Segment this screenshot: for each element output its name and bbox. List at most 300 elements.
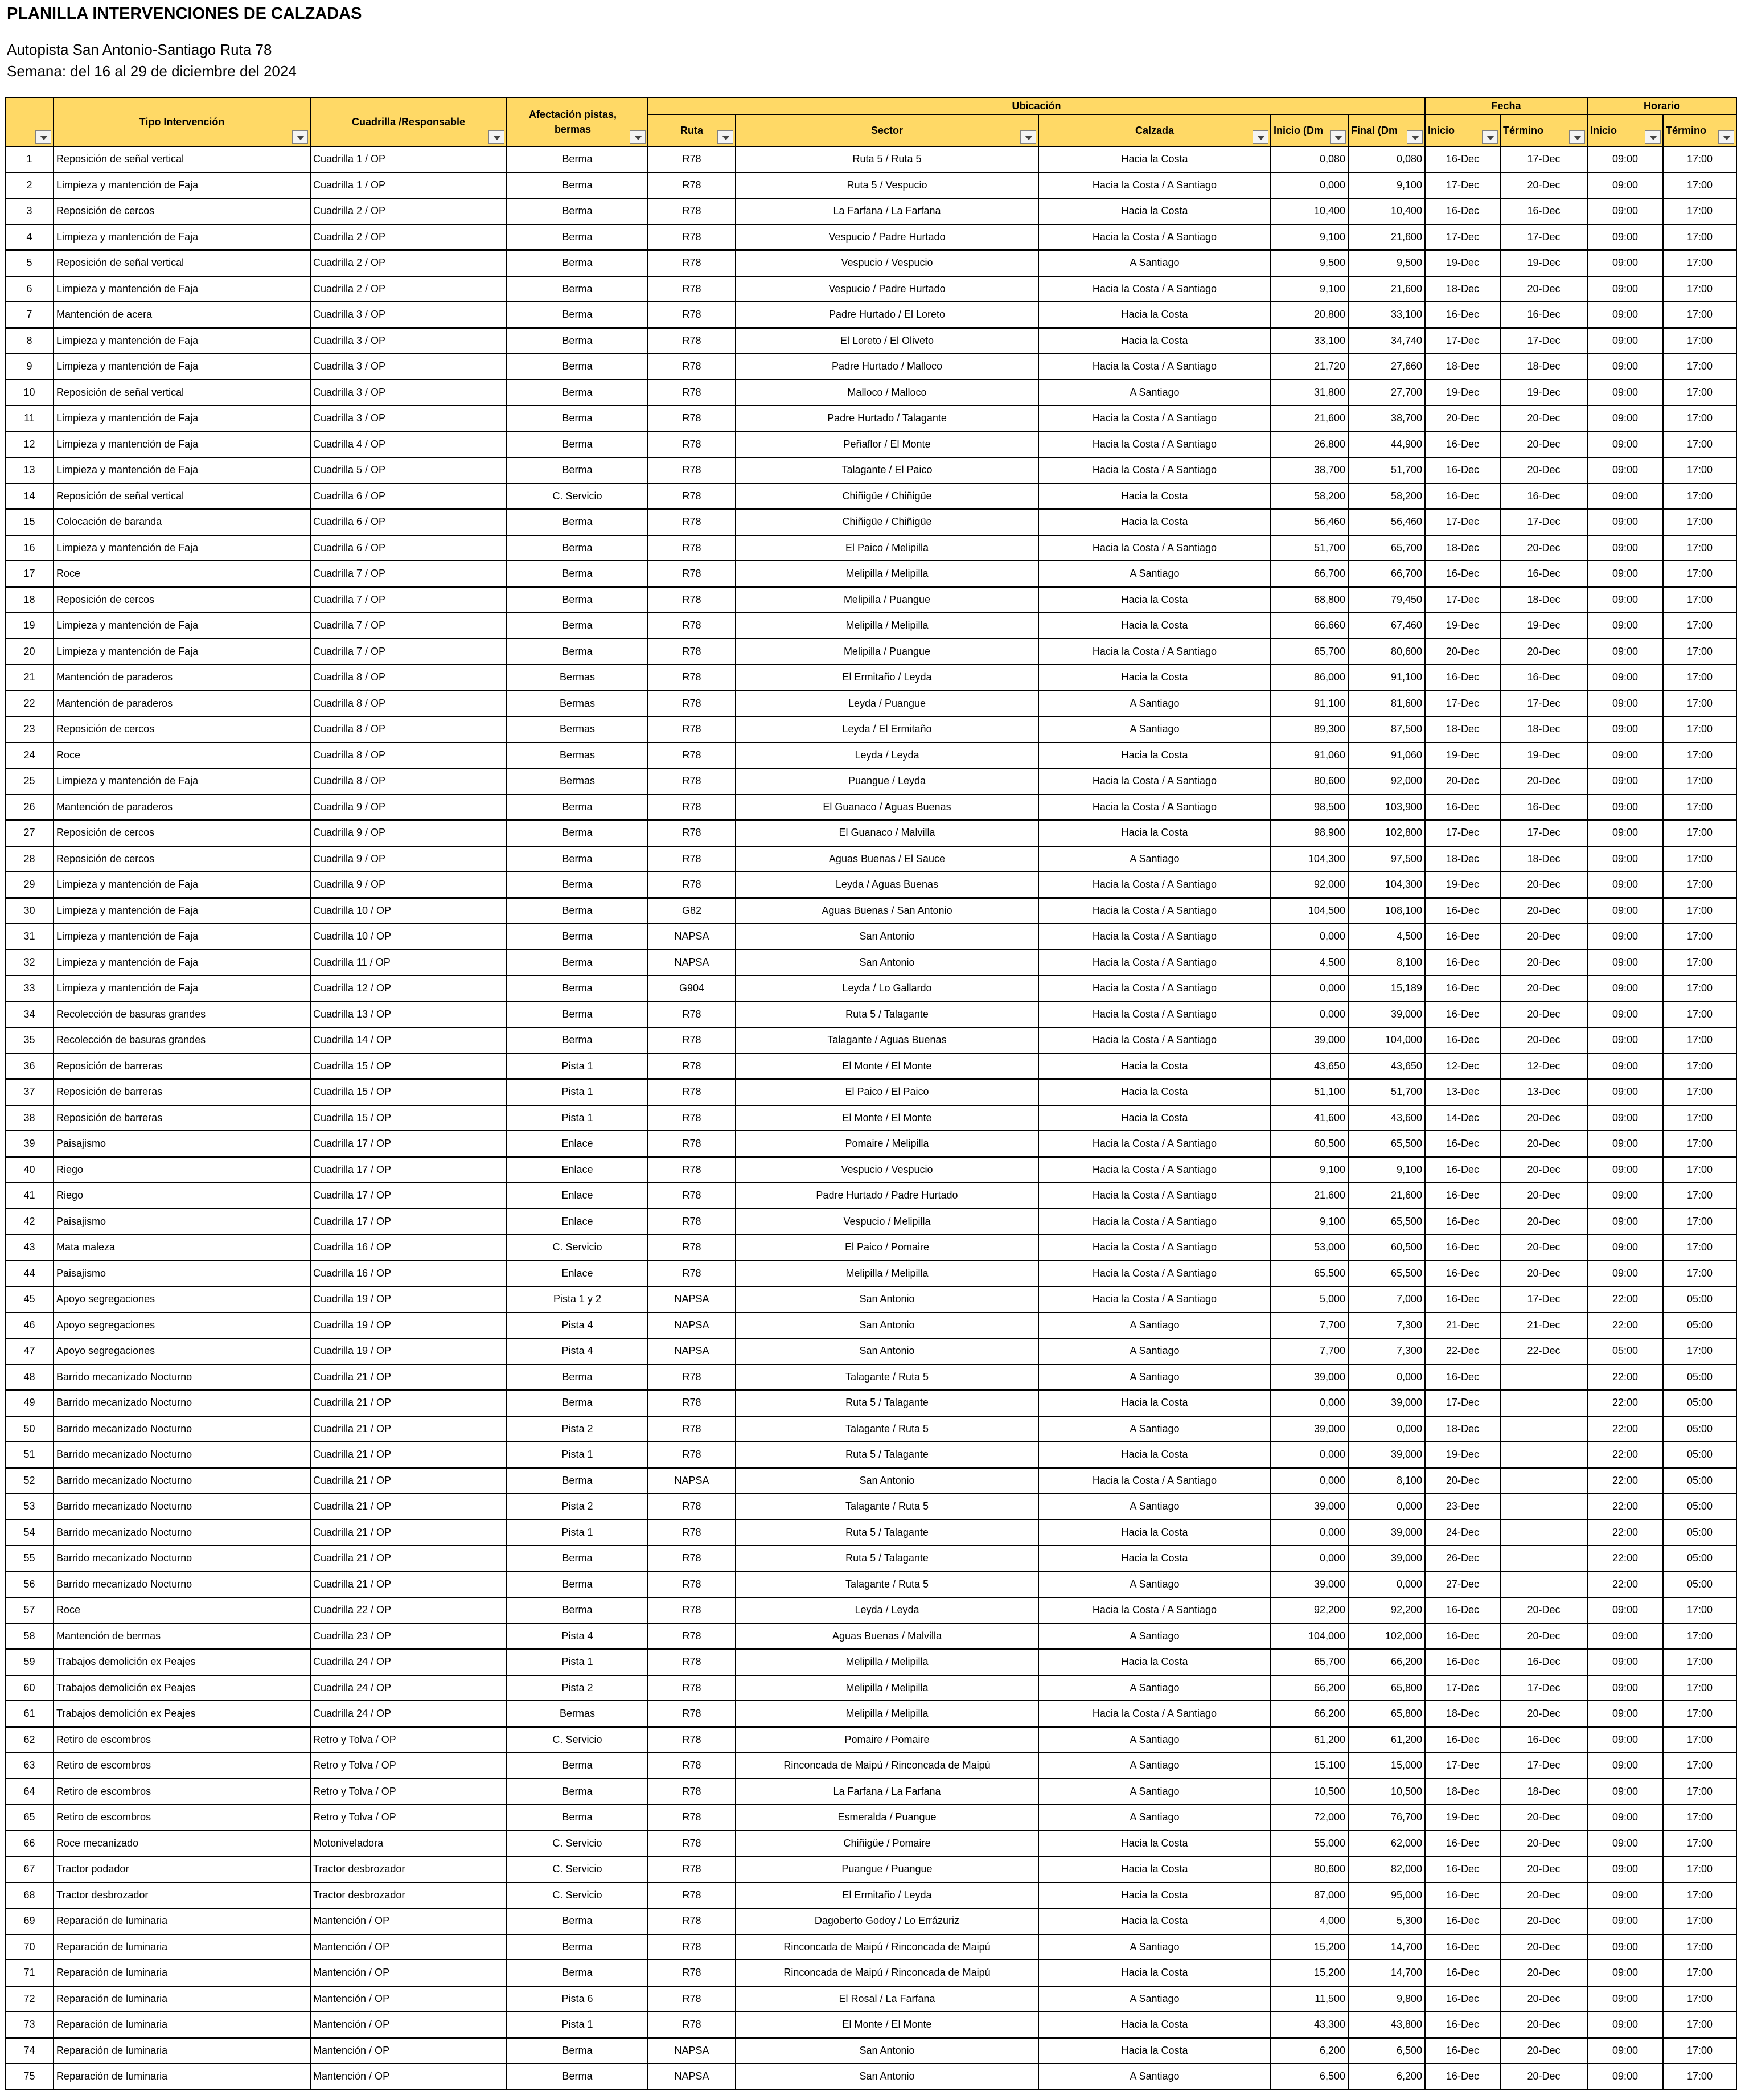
cell-inicio-dm[interactable]: 65,700 [1271, 639, 1348, 665]
cell-cuadrilla[interactable]: Cuadrilla 15 / OP [310, 1079, 507, 1105]
cell-inicio-dm[interactable]: 6,200 [1271, 2038, 1348, 2064]
cell-tipo[interactable]: Mantención de paraderos [54, 665, 310, 691]
cell-calzada[interactable]: Hacia la Costa / A Santiago [1038, 639, 1271, 665]
cell-fecha-termino[interactable]: 20-Dec [1500, 2038, 1587, 2064]
cell-hora-termino[interactable]: 17:00 [1663, 1131, 1736, 1157]
cell-fecha-inicio[interactable]: 20-Dec [1425, 1468, 1500, 1494]
cell-fecha-inicio[interactable]: 16-Dec [1425, 794, 1500, 821]
cell-fecha-inicio[interactable]: 22-Dec [1425, 1338, 1500, 1364]
cell-final-dm[interactable]: 39,000 [1348, 1442, 1425, 1468]
cell-ruta[interactable]: R78 [648, 432, 736, 458]
cell-ruta[interactable]: R78 [648, 716, 736, 743]
cell-hora-termino[interactable]: 17:00 [1663, 354, 1736, 380]
cell-final-dm[interactable]: 102,800 [1348, 820, 1425, 846]
cell-cuadrilla[interactable]: Mantención / OP [310, 2064, 507, 2090]
cell-num[interactable]: 26 [5, 794, 54, 821]
cell-cuadrilla[interactable]: Cuadrilla 10 / OP [310, 924, 507, 950]
cell-afectacion[interactable]: Enlace [507, 1131, 648, 1157]
cell-inicio-dm[interactable]: 66,700 [1271, 561, 1348, 587]
cell-calzada[interactable]: Hacia la Costa / A Santiago [1038, 794, 1271, 821]
cell-ruta[interactable]: R78 [648, 1701, 736, 1727]
cell-final-dm[interactable]: 81,600 [1348, 691, 1425, 717]
cell-tipo[interactable]: Limpieza y mantención de Faja [54, 354, 310, 380]
cell-calzada[interactable]: A Santiago [1038, 561, 1271, 587]
cell-fecha-inicio[interactable]: 19-Dec [1425, 1442, 1500, 1468]
cell-hora-termino[interactable]: 17:00 [1663, 613, 1736, 639]
cell-fecha-termino[interactable]: 20-Dec [1500, 1027, 1587, 1053]
cell-fecha-termino[interactable]: 16-Dec [1500, 665, 1587, 691]
cell-afectacion[interactable]: Berma [507, 250, 648, 276]
cell-inicio-dm[interactable]: 41,600 [1271, 1105, 1348, 1131]
cell-tipo[interactable]: Apoyo segregaciones [54, 1338, 310, 1364]
cell-ruta[interactable]: R78 [648, 1053, 736, 1080]
cell-hora-termino[interactable]: 17:00 [1663, 587, 1736, 613]
cell-sector[interactable]: Leyda / Leyda [736, 743, 1038, 769]
cell-inicio-dm[interactable]: 21,720 [1271, 354, 1348, 380]
cell-hora-termino[interactable]: 05:00 [1663, 1390, 1736, 1416]
cell-calzada[interactable]: Hacia la Costa / A Santiago [1038, 432, 1271, 458]
cell-tipo[interactable]: Reposición de señal vertical [54, 146, 310, 173]
cell-afectacion[interactable]: Bermas [507, 768, 648, 794]
cell-final-dm[interactable]: 65,800 [1348, 1701, 1425, 1727]
cell-inicio-dm[interactable]: 86,000 [1271, 665, 1348, 691]
cell-cuadrilla[interactable]: Cuadrilla 7 / OP [310, 587, 507, 613]
cell-tipo[interactable]: Roce [54, 561, 310, 587]
cell-ruta[interactable]: NAPSA [648, 2038, 736, 2064]
cell-tipo[interactable]: Retiro de escombros [54, 1804, 310, 1831]
cell-fecha-inicio[interactable]: 16-Dec [1425, 1882, 1500, 1909]
cell-final-dm[interactable]: 21,600 [1348, 224, 1425, 251]
cell-fecha-inicio[interactable]: 18-Dec [1425, 846, 1500, 872]
cell-hora-inicio[interactable]: 09:00 [1587, 872, 1663, 898]
filter-dropdown-icon[interactable] [1482, 130, 1498, 144]
cell-ruta[interactable]: NAPSA [648, 924, 736, 950]
cell-tipo[interactable]: Retiro de escombros [54, 1753, 310, 1779]
cell-ruta[interactable]: R78 [648, 198, 736, 224]
cell-afectacion[interactable]: Pista 4 [507, 1623, 648, 1650]
filter-dropdown-icon[interactable] [1407, 130, 1423, 144]
cell-calzada[interactable]: Hacia la Costa [1038, 1831, 1271, 1857]
cell-hora-inicio[interactable]: 09:00 [1587, 1882, 1663, 1909]
cell-hora-termino[interactable]: 17:00 [1663, 1053, 1736, 1080]
cell-hora-inicio[interactable]: 09:00 [1587, 1856, 1663, 1882]
cell-inicio-dm[interactable]: 58,200 [1271, 483, 1348, 510]
cell-final-dm[interactable]: 8,100 [1348, 950, 1425, 976]
cell-sector[interactable]: Melipilla / Melipilla [736, 1675, 1038, 1701]
cell-num[interactable]: 36 [5, 1053, 54, 1080]
cell-hora-termino[interactable]: 17:00 [1663, 1675, 1736, 1701]
cell-ruta[interactable]: NAPSA [648, 1468, 736, 1494]
cell-final-dm[interactable]: 65,500 [1348, 1131, 1425, 1157]
cell-inicio-dm[interactable]: 21,600 [1271, 405, 1348, 432]
cell-afectacion[interactable]: Berma [507, 1597, 648, 1623]
cell-num[interactable]: 37 [5, 1079, 54, 1105]
cell-hora-termino[interactable]: 05:00 [1663, 1312, 1736, 1339]
cell-num[interactable]: 16 [5, 535, 54, 561]
cell-calzada[interactable]: Hacia la Costa [1038, 146, 1271, 173]
cell-fecha-inicio[interactable]: 18-Dec [1425, 716, 1500, 743]
cell-afectacion[interactable]: Berma [507, 1364, 648, 1391]
cell-hora-termino[interactable]: 17:00 [1663, 924, 1736, 950]
cell-fecha-inicio[interactable]: 13-Dec [1425, 1079, 1500, 1105]
cell-inicio-dm[interactable]: 9,100 [1271, 224, 1348, 251]
cell-afectacion[interactable]: Berma [507, 1545, 648, 1572]
cell-final-dm[interactable]: 39,000 [1348, 1390, 1425, 1416]
cell-tipo[interactable]: Limpieza y mantención de Faja [54, 768, 310, 794]
cell-num[interactable]: 66 [5, 1831, 54, 1857]
cell-final-dm[interactable]: 9,100 [1348, 173, 1425, 199]
cell-fecha-termino[interactable]: 20-Dec [1500, 1960, 1587, 1986]
cell-hora-termino[interactable]: 17:00 [1663, 1908, 1736, 1934]
cell-cuadrilla[interactable]: Cuadrilla 8 / OP [310, 768, 507, 794]
cell-calzada[interactable]: Hacia la Costa [1038, 483, 1271, 510]
cell-afectacion[interactable]: Berma [507, 198, 648, 224]
cell-afectacion[interactable]: Pista 1 [507, 1053, 648, 1080]
cell-inicio-dm[interactable]: 98,500 [1271, 794, 1348, 821]
cell-hora-inicio[interactable]: 09:00 [1587, 380, 1663, 406]
cell-fecha-inicio[interactable]: 16-Dec [1425, 561, 1500, 587]
cell-calzada[interactable]: Hacia la Costa / A Santiago [1038, 224, 1271, 251]
cell-hora-inicio[interactable]: 09:00 [1587, 1831, 1663, 1857]
cell-hora-termino[interactable]: 17:00 [1663, 1338, 1736, 1364]
cell-hora-termino[interactable]: 17:00 [1663, 1157, 1736, 1183]
cell-hora-termino[interactable]: 17:00 [1663, 1753, 1736, 1779]
cell-fecha-inicio[interactable]: 16-Dec [1425, 1856, 1500, 1882]
cell-sector[interactable]: Aguas Buenas / Malvilla [736, 1623, 1038, 1650]
cell-tipo[interactable]: Barrido mecanizado Nocturno [54, 1364, 310, 1391]
cell-afectacion[interactable]: C. Servicio [507, 1727, 648, 1753]
cell-num[interactable]: 39 [5, 1131, 54, 1157]
cell-inicio-dm[interactable]: 0,000 [1271, 975, 1348, 1002]
cell-fecha-inicio[interactable]: 16-Dec [1425, 1364, 1500, 1391]
cell-sector[interactable]: Leyda / Puangue [736, 691, 1038, 717]
cell-hora-termino[interactable]: 17:00 [1663, 1027, 1736, 1053]
cell-hora-inicio[interactable]: 09:00 [1587, 1027, 1663, 1053]
cell-afectacion[interactable]: Pista 1 [507, 1649, 648, 1675]
cell-hora-inicio[interactable]: 09:00 [1587, 2038, 1663, 2064]
cell-fecha-inicio[interactable]: 14-Dec [1425, 1105, 1500, 1131]
cell-final-dm[interactable]: 27,660 [1348, 354, 1425, 380]
cell-sector[interactable]: Rinconcada de Maipú / Rinconcada de Maipú [736, 1960, 1038, 1986]
cell-calzada[interactable]: Hacia la Costa [1038, 820, 1271, 846]
cell-final-dm[interactable]: 97,500 [1348, 846, 1425, 872]
cell-fecha-inicio[interactable]: 17-Dec [1425, 691, 1500, 717]
cell-fecha-inicio[interactable]: 24-Dec [1425, 1520, 1500, 1546]
cell-fecha-inicio[interactable]: 17-Dec [1425, 1390, 1500, 1416]
cell-num[interactable]: 30 [5, 898, 54, 924]
cell-num[interactable]: 64 [5, 1779, 54, 1805]
cell-hora-termino[interactable]: 17:00 [1663, 975, 1736, 1002]
cell-num[interactable]: 68 [5, 1882, 54, 1909]
cell-calzada[interactable]: Hacia la Costa [1038, 1442, 1271, 1468]
cell-num[interactable]: 17 [5, 561, 54, 587]
cell-hora-inicio[interactable]: 09:00 [1587, 2064, 1663, 2090]
cell-inicio-dm[interactable]: 43,300 [1271, 2012, 1348, 2038]
cell-ruta[interactable]: R78 [648, 1831, 736, 1857]
cell-hora-inicio[interactable]: 09:00 [1587, 1934, 1663, 1960]
cell-cuadrilla[interactable]: Cuadrilla 21 / OP [310, 1468, 507, 1494]
cell-sector[interactable]: El Loreto / El Oliveto [736, 328, 1038, 354]
cell-afectacion[interactable]: Berma [507, 820, 648, 846]
cell-inicio-dm[interactable]: 51,100 [1271, 1079, 1348, 1105]
cell-calzada[interactable]: A Santiago [1038, 1623, 1271, 1650]
cell-inicio-dm[interactable]: 55,000 [1271, 1831, 1348, 1857]
cell-hora-inicio[interactable]: 09:00 [1587, 1597, 1663, 1623]
cell-ruta[interactable]: R78 [648, 1027, 736, 1053]
cell-cuadrilla[interactable]: Cuadrilla 4 / OP [310, 432, 507, 458]
cell-final-dm[interactable]: 5,300 [1348, 1908, 1425, 1934]
cell-hora-inicio[interactable]: 09:00 [1587, 1105, 1663, 1131]
cell-calzada[interactable]: Hacia la Costa / A Santiago [1038, 457, 1271, 483]
cell-cuadrilla[interactable]: Cuadrilla 19 / OP [310, 1286, 507, 1312]
cell-hora-inicio[interactable]: 09:00 [1587, 1053, 1663, 1080]
cell-ruta[interactable]: R78 [648, 535, 736, 561]
cell-hora-termino[interactable]: 17:00 [1663, 820, 1736, 846]
cell-cuadrilla[interactable]: Cuadrilla 21 / OP [310, 1494, 507, 1520]
cell-hora-termino[interactable]: 17:00 [1663, 173, 1736, 199]
cell-hora-inicio[interactable]: 09:00 [1587, 1986, 1663, 2012]
cell-num[interactable]: 58 [5, 1623, 54, 1650]
cell-final-dm[interactable]: 6,500 [1348, 2038, 1425, 2064]
cell-inicio-dm[interactable]: 0,000 [1271, 924, 1348, 950]
cell-fecha-termino[interactable]: 17-Dec [1500, 224, 1587, 251]
cell-afectacion[interactable]: Bermas [507, 665, 648, 691]
cell-afectacion[interactable]: Berma [507, 1468, 648, 1494]
cell-final-dm[interactable]: 15,189 [1348, 975, 1425, 1002]
cell-tipo[interactable]: Reparación de luminaria [54, 1960, 310, 1986]
cell-hora-inicio[interactable]: 09:00 [1587, 457, 1663, 483]
cell-inicio-dm[interactable]: 43,650 [1271, 1053, 1348, 1080]
cell-afectacion[interactable]: Berma [507, 1960, 648, 1986]
cell-cuadrilla[interactable]: Mantención / OP [310, 1934, 507, 1960]
cell-tipo[interactable]: Reposición de cercos [54, 716, 310, 743]
cell-num[interactable]: 43 [5, 1234, 54, 1261]
cell-ruta[interactable]: R78 [648, 846, 736, 872]
cell-hora-inicio[interactable]: 09:00 [1587, 1727, 1663, 1753]
cell-hora-termino[interactable]: 17:00 [1663, 1079, 1736, 1105]
cell-inicio-dm[interactable]: 5,000 [1271, 1286, 1348, 1312]
cell-hora-termino[interactable]: 05:00 [1663, 1286, 1736, 1312]
cell-fecha-inicio[interactable]: 16-Dec [1425, 1157, 1500, 1183]
cell-cuadrilla[interactable]: Cuadrilla 21 / OP [310, 1545, 507, 1572]
cell-fecha-termino[interactable]: 20-Dec [1500, 1002, 1587, 1028]
cell-calzada[interactable]: Hacia la Costa [1038, 509, 1271, 535]
cell-num[interactable]: 60 [5, 1675, 54, 1701]
cell-tipo[interactable]: Reposición de cercos [54, 820, 310, 846]
cell-tipo[interactable]: Limpieza y mantención de Faja [54, 457, 310, 483]
cell-fecha-inicio[interactable]: 18-Dec [1425, 276, 1500, 302]
cell-afectacion[interactable]: Berma [507, 950, 648, 976]
cell-tipo[interactable]: Limpieza y mantención de Faja [54, 328, 310, 354]
cell-fecha-inicio[interactable]: 16-Dec [1425, 1831, 1500, 1857]
cell-ruta[interactable]: R78 [648, 1261, 736, 1287]
cell-hora-termino[interactable]: 17:00 [1663, 2012, 1736, 2038]
cell-hora-inicio[interactable]: 09:00 [1587, 587, 1663, 613]
cell-inicio-dm[interactable]: 80,600 [1271, 1856, 1348, 1882]
cell-afectacion[interactable]: Berma [507, 146, 648, 173]
cell-sector[interactable]: Talagante / El Paico [736, 457, 1038, 483]
cell-inicio-dm[interactable]: 0,080 [1271, 146, 1348, 173]
cell-calzada[interactable]: Hacia la Costa / A Santiago [1038, 924, 1271, 950]
cell-hora-termino[interactable]: 17:00 [1663, 1934, 1736, 1960]
cell-sector[interactable]: Vespucio / Melipilla [736, 1209, 1038, 1235]
cell-calzada[interactable]: Hacia la Costa [1038, 1079, 1271, 1105]
cell-hora-inicio[interactable]: 09:00 [1587, 1804, 1663, 1831]
cell-tipo[interactable]: Tractor podador [54, 1856, 310, 1882]
cell-hora-termino[interactable]: 17:00 [1663, 380, 1736, 406]
cell-inicio-dm[interactable]: 26,800 [1271, 432, 1348, 458]
cell-final-dm[interactable]: 39,000 [1348, 1520, 1425, 1546]
cell-calzada[interactable]: Hacia la Costa [1038, 1545, 1271, 1572]
cell-hora-termino[interactable]: 17:00 [1663, 2064, 1736, 2090]
cell-inicio-dm[interactable]: 39,000 [1271, 1494, 1348, 1520]
cell-fecha-termino[interactable]: 20-Dec [1500, 2064, 1587, 2090]
cell-cuadrilla[interactable]: Cuadrilla 3 / OP [310, 302, 507, 328]
cell-inicio-dm[interactable]: 0,000 [1271, 1390, 1348, 1416]
cell-ruta[interactable]: R78 [648, 1753, 736, 1779]
cell-ruta[interactable]: R78 [648, 1572, 736, 1598]
cell-hora-termino[interactable]: 17:00 [1663, 483, 1736, 510]
cell-inicio-dm[interactable]: 0,000 [1271, 1002, 1348, 1028]
cell-ruta[interactable]: R78 [648, 613, 736, 639]
cell-ruta[interactable]: R78 [648, 1545, 736, 1572]
cell-cuadrilla[interactable]: Cuadrilla 9 / OP [310, 846, 507, 872]
cell-final-dm[interactable]: 34,740 [1348, 328, 1425, 354]
cell-calzada[interactable]: Hacia la Costa / A Santiago [1038, 1131, 1271, 1157]
cell-hora-termino[interactable]: 05:00 [1663, 1416, 1736, 1442]
cell-ruta[interactable]: R78 [648, 691, 736, 717]
cell-calzada[interactable]: Hacia la Costa [1038, 587, 1271, 613]
cell-fecha-termino[interactable]: 17-Dec [1500, 146, 1587, 173]
cell-fecha-termino[interactable]: 18-Dec [1500, 716, 1587, 743]
cell-cuadrilla[interactable]: Retro y Tolva / OP [310, 1727, 507, 1753]
cell-num[interactable]: 38 [5, 1105, 54, 1131]
cell-cuadrilla[interactable]: Cuadrilla 12 / OP [310, 975, 507, 1002]
cell-calzada[interactable]: A Santiago [1038, 1416, 1271, 1442]
cell-inicio-dm[interactable]: 66,200 [1271, 1675, 1348, 1701]
cell-hora-termino[interactable]: 17:00 [1663, 561, 1736, 587]
cell-tipo[interactable]: Roce mecanizado [54, 1831, 310, 1857]
cell-hora-inicio[interactable]: 09:00 [1587, 302, 1663, 328]
cell-afectacion[interactable]: Berma [507, 328, 648, 354]
filter-dropdown-icon[interactable] [1330, 130, 1346, 144]
cell-final-dm[interactable]: 87,500 [1348, 716, 1425, 743]
cell-fecha-termino[interactable]: 19-Dec [1500, 743, 1587, 769]
cell-afectacion[interactable]: Pista 1 [507, 2012, 648, 2038]
cell-fecha-termino[interactable] [1500, 1572, 1587, 1598]
cell-num[interactable]: 22 [5, 691, 54, 717]
cell-num[interactable]: 71 [5, 1960, 54, 1986]
cell-final-dm[interactable]: 104,300 [1348, 872, 1425, 898]
cell-calzada[interactable]: Hacia la Costa [1038, 1856, 1271, 1882]
cell-hora-inicio[interactable]: 09:00 [1587, 924, 1663, 950]
cell-sector[interactable]: Chiñigüe / Chiñigüe [736, 483, 1038, 510]
cell-hora-termino[interactable]: 17:00 [1663, 1183, 1736, 1209]
cell-inicio-dm[interactable]: 9,100 [1271, 1157, 1348, 1183]
cell-final-dm[interactable]: 51,700 [1348, 457, 1425, 483]
cell-sector[interactable]: Melipilla / Melipilla [736, 1701, 1038, 1727]
cell-calzada[interactable]: Hacia la Costa [1038, 613, 1271, 639]
cell-calzada[interactable]: Hacia la Costa / A Santiago [1038, 975, 1271, 1002]
cell-afectacion[interactable]: Pista 1 [507, 1520, 648, 1546]
cell-ruta[interactable]: G904 [648, 975, 736, 1002]
cell-ruta[interactable]: R78 [648, 1079, 736, 1105]
cell-afectacion[interactable]: Pista 1 y 2 [507, 1286, 648, 1312]
cell-num[interactable]: 74 [5, 2038, 54, 2064]
cell-tipo[interactable]: Limpieza y mantención de Faja [54, 639, 310, 665]
cell-calzada[interactable]: A Santiago [1038, 1804, 1271, 1831]
cell-ruta[interactable]: R78 [648, 2012, 736, 2038]
cell-inicio-dm[interactable]: 33,100 [1271, 328, 1348, 354]
cell-hora-termino[interactable]: 05:00 [1663, 1545, 1736, 1572]
cell-fecha-termino[interactable]: 17-Dec [1500, 509, 1587, 535]
cell-num[interactable]: 63 [5, 1753, 54, 1779]
cell-hora-inicio[interactable]: 09:00 [1587, 743, 1663, 769]
cell-inicio-dm[interactable]: 21,600 [1271, 1183, 1348, 1209]
cell-fecha-termino[interactable]: 20-Dec [1500, 1261, 1587, 1287]
cell-sector[interactable]: El Guanaco / Malvilla [736, 820, 1038, 846]
cell-hora-termino[interactable]: 17:00 [1663, 509, 1736, 535]
cell-hora-inicio[interactable]: 09:00 [1587, 1131, 1663, 1157]
cell-calzada[interactable]: Hacia la Costa / A Santiago [1038, 535, 1271, 561]
cell-cuadrilla[interactable]: Cuadrilla 3 / OP [310, 328, 507, 354]
cell-ruta[interactable]: R78 [648, 820, 736, 846]
cell-calzada[interactable]: Hacia la Costa / A Santiago [1038, 1002, 1271, 1028]
cell-sector[interactable]: Leyda / Aguas Buenas [736, 872, 1038, 898]
cell-inicio-dm[interactable]: 65,700 [1271, 1649, 1348, 1675]
cell-inicio-dm[interactable]: 6,500 [1271, 2064, 1348, 2090]
cell-hora-inicio[interactable]: 09:00 [1587, 509, 1663, 535]
cell-sector[interactable]: Padre Hurtado / El Loreto [736, 302, 1038, 328]
cell-sector[interactable]: La Farfana / La Farfana [736, 198, 1038, 224]
cell-ruta[interactable]: R78 [648, 743, 736, 769]
cell-sector[interactable]: Leyda / Leyda [736, 1597, 1038, 1623]
cell-calzada[interactable]: Hacia la Costa / A Santiago [1038, 1027, 1271, 1053]
cell-hora-termino[interactable]: 17:00 [1663, 2038, 1736, 2064]
cell-ruta[interactable]: R78 [648, 457, 736, 483]
cell-num[interactable]: 13 [5, 457, 54, 483]
cell-cuadrilla[interactable]: Cuadrilla 9 / OP [310, 820, 507, 846]
cell-num[interactable]: 8 [5, 328, 54, 354]
cell-cuadrilla[interactable]: Tractor desbrozador [310, 1882, 507, 1909]
cell-inicio-dm[interactable]: 91,060 [1271, 743, 1348, 769]
cell-calzada[interactable]: Hacia la Costa [1038, 1882, 1271, 1909]
cell-tipo[interactable]: Limpieza y mantención de Faja [54, 898, 310, 924]
cell-tipo[interactable]: Trabajos demolición ex Peajes [54, 1701, 310, 1727]
cell-afectacion[interactable]: Berma [507, 535, 648, 561]
cell-cuadrilla[interactable]: Cuadrilla 1 / OP [310, 146, 507, 173]
cell-hora-inicio[interactable]: 09:00 [1587, 1701, 1663, 1727]
cell-hora-inicio[interactable]: 22:00 [1587, 1572, 1663, 1598]
cell-cuadrilla[interactable]: Retro y Tolva / OP [310, 1779, 507, 1805]
cell-sector[interactable]: San Antonio [736, 2064, 1038, 2090]
cell-cuadrilla[interactable]: Cuadrilla 19 / OP [310, 1312, 507, 1339]
filter-dropdown-icon[interactable] [1569, 130, 1585, 144]
cell-final-dm[interactable]: 65,500 [1348, 1209, 1425, 1235]
cell-num[interactable]: 7 [5, 302, 54, 328]
cell-tipo[interactable]: Limpieza y mantención de Faja [54, 432, 310, 458]
filter-dropdown-icon[interactable] [1253, 130, 1268, 144]
cell-fecha-inicio[interactable]: 26-Dec [1425, 1545, 1500, 1572]
cell-tipo[interactable]: Reposición de cercos [54, 846, 310, 872]
cell-calzada[interactable]: A Santiago [1038, 716, 1271, 743]
cell-sector[interactable]: Vespucio / Padre Hurtado [736, 276, 1038, 302]
cell-ruta[interactable]: R78 [648, 1131, 736, 1157]
cell-cuadrilla[interactable]: Cuadrilla 7 / OP [310, 561, 507, 587]
cell-cuadrilla[interactable]: Cuadrilla 3 / OP [310, 354, 507, 380]
cell-afectacion[interactable]: Berma [507, 173, 648, 199]
cell-calzada[interactable]: Hacia la Costa / A Santiago [1038, 405, 1271, 432]
